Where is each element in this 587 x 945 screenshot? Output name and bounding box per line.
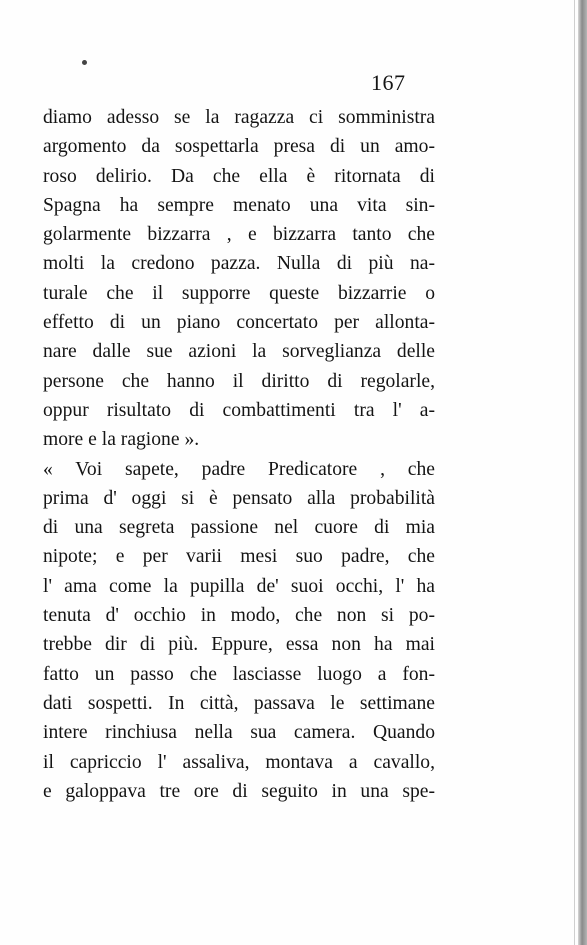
text-line: roso delirio. Da che ella è ritornata di [43,165,435,187]
text-line: Spagna ha sempre menato una vita sin- [43,194,435,216]
text-line: « Voi sapete, padre Predicatore , che [43,458,435,480]
text-line: argomento da sospettarla presa di un amo- [43,136,435,158]
text-line: turale che il supporre queste bizzarrie o [43,282,435,304]
text-line: effetto di un piano concertato per allonta- [43,312,435,334]
text-line: il capriccio l' assaliva, montava a cavallo, [43,751,435,773]
text-line: diamo adesso se la ragazza ci somministra [43,107,435,128]
text-line: prima d' oggi si è pensato alla probabilità [43,487,435,509]
text-line: dati sospetti. In città, passava le settimane [43,692,435,714]
ink-speck [82,60,87,65]
text-line: more e la ragione ». [43,429,200,451]
text-line: intere rinchiusa nella sua camera. Quando [43,722,435,744]
page-number: 167 [371,70,406,95]
text-line: tenuta d' occhio in modo, che non si po- [43,605,435,627]
text-line: fatto un passo che lasciasse luogo a fon- [43,663,435,685]
page-edge-line [574,0,575,945]
text-line: e galoppava tre ore di seguito in una spe- [43,780,435,802]
text-line: di una segreta passione nel cuore di mia [43,517,435,539]
body-text [43,103,435,806]
text-line: golarmente bizzarra , e bizzarra tanto che [43,224,435,246]
page-binding-edge [578,0,587,945]
text-line: molti la credono pazza. Nulla di più na- [43,253,435,275]
text-line: nare dalle sue azioni la sorveglianza delle [43,341,435,363]
text-line: l' ama come la pupilla de' suoi occhi, l' ha [43,575,435,597]
text-line: nipote; e per varii mesi suo padre, che [43,546,435,568]
text-line: persone che hanno il diritto di regolarle, [43,370,435,392]
text-line: trebbe dir di più. Eppure, essa non ha mai [43,634,435,656]
text-line: oppur risultato di combattimenti tra l' a- [43,399,435,421]
